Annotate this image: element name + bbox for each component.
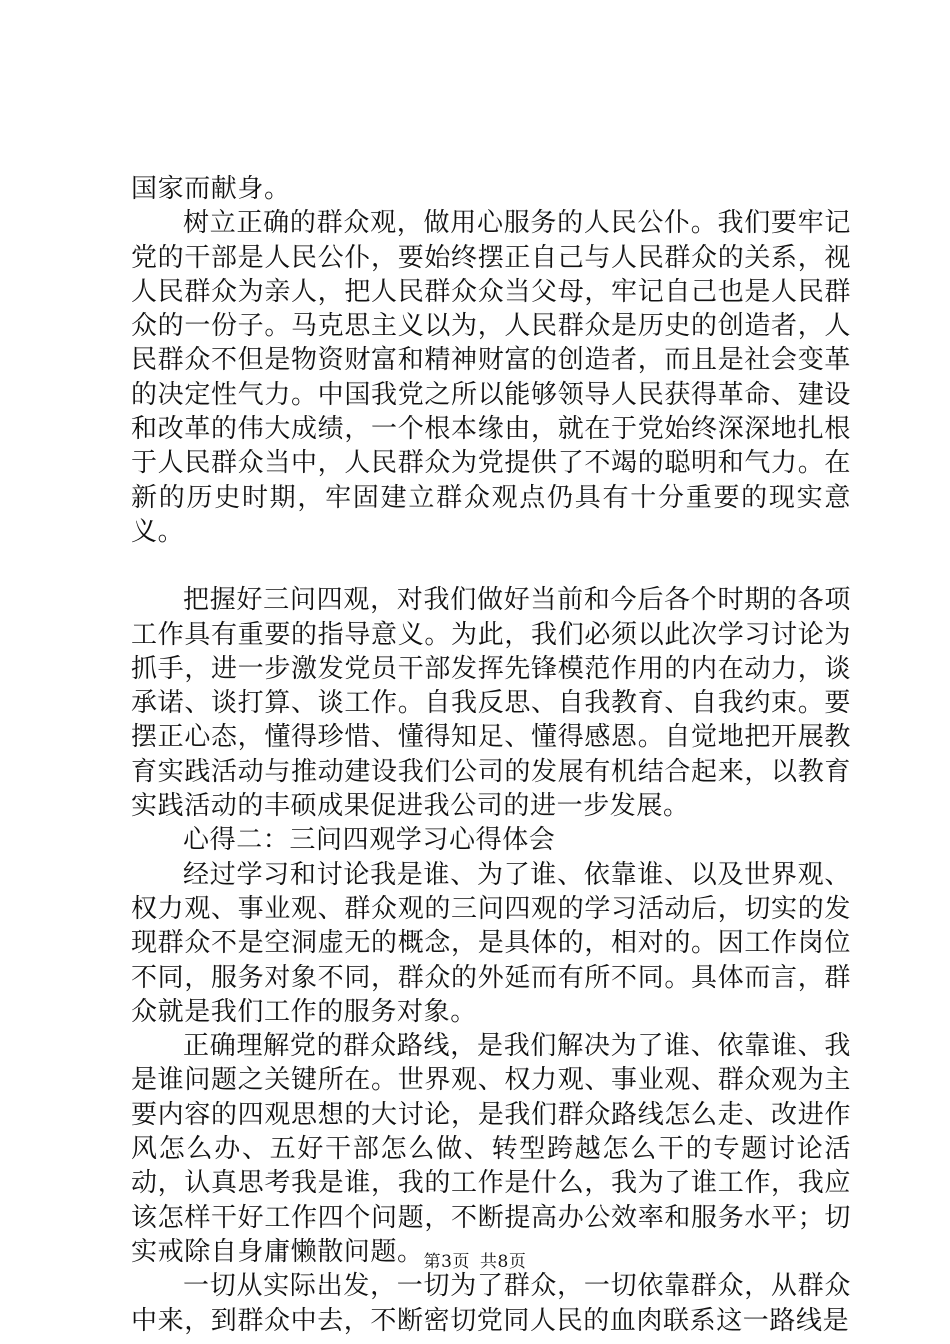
paragraph-mass-line: 正确理解党的群众路线，是我们解决为了谁、依靠谁、我是谁问题之关键所在。世界观、权力观、事业观、群众观为主要内容的四观思想的大讨论，是我们群众路线怎么走、改进作风怎么办、五好干部怎么做、转型跨越怎么干的专题讨论活动，认真思考我是谁，我的工作是什么，我为了谁工作，我应该怎样干好工作四个问题，不断提高办公效率和服务水平；切实戒除自身庸懒散问题。 — [131, 1031, 851, 1267]
section-heading: 心得二：三问四观学习心得体会 — [183, 825, 556, 856]
page-number: 第3页 — [423, 1252, 470, 1272]
page-total: 共8页 — [480, 1252, 527, 1272]
page-footer — [0, 1247, 950, 1272]
paragraph-study-discussion: 经过学习和讨论我是谁、为了谁、依靠谁、以及世界观、权力观、事业观、群众观的三问四观的学习活动后，切实的发现群众不是空洞虚无的概念，是具体的，相对的。因工作岗位不同，服务对象不同，群众的外延而有所不同。具体而言，群众就是我们工作的服务对象。 — [131, 859, 851, 1027]
document-body — [131, 172, 851, 1338]
paragraph-three-questions: 把握好三问四观，对我们做好当前和今后各个时期的各项工作具有重要的指导意义。为此，我们必须以此次学习讨论为抓手，进一步激发党员干部发挥先锋模范作用的内在动力，谈承诺、谈打算、谈工作。自我反思、自我教育、自我约束。要摆正心态，懂得珍惜、懂得知足、懂得感恩。自觉地把开展教育实践活动与推动建设我们公司的发展有机结合起来，以教育实践活动的丰硕成果促进我公司的进一步发展。 — [131, 585, 851, 822]
paragraph-from-reality: 一切从实际出发，一切为了群众，一切依靠群众，从群众中来，到群众中去，不断密切党同人民的血肉联系这一路线是 — [131, 1271, 851, 1336]
paragraph-continuation: 国家而献身。 — [131, 174, 291, 204]
paragraph-mass-view: 树立正确的群众观，做用心服务的人民公仆。我们要牢记党的干部是人民公仆，要始终摆正自己与人民群众的关系，视人民群众为亲人，把人民群众众当父母，牢记自己也是人民群众的一份子。马克思主义以为，人民群众是历史的创造者，人民群众不但是物资财富和精神财富的创造者，而且是社会变革的决定性气力。中国我党之所以能够领导人民获得革命、建设和改革的伟大成绩，一个根本缘由，就在于党始终深深地扎根于人民群众当中，人民群众为党提供了不竭的聪明和气力。在新的历史时期，牢固建立群众观点仍具有十分重要的现实意义。 — [131, 208, 851, 547]
